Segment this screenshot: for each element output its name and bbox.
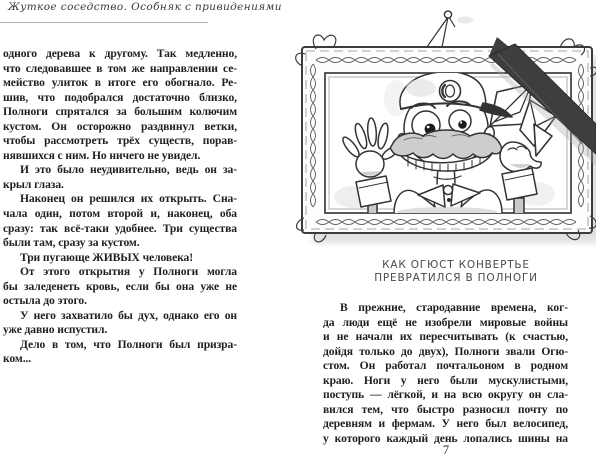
text-line: сразу: так всё-таки удобнее. Три существа <box>3 221 237 235</box>
text-line: нявшихся с ним. Но ничего не увидел. <box>3 148 201 162</box>
text-line: Дело в том, что Полноги был призра- <box>20 337 237 351</box>
illustration <box>284 4 596 256</box>
text-line: Полноги спрятался за большим колючим <box>3 105 237 119</box>
text-line: стом. Он работал почтальоном в родном <box>323 359 568 373</box>
text-line: кустом. Он осторожно раздвинул ветки, <box>3 119 237 133</box>
text-line: чала один, потом второй и, наконец, оба <box>3 207 237 221</box>
chapter-title <box>371 259 541 285</box>
text-line: чтобы рассмотреть трёх существ, порав- <box>3 134 237 148</box>
chapter-title-line: ПРЕВРАТИЛСЯ В ПОЛНОГИ <box>374 272 538 284</box>
page-number: 7 <box>442 443 450 457</box>
text-line: шив, что подобрался достаточно близко, <box>3 90 237 104</box>
text-line: И это было неудивительно, ведь он за- <box>20 163 237 177</box>
text-line: вился тем, что быстро разносил почту по <box>323 402 568 416</box>
text-line: поступь — лёгкой, и на всю округу он сла- <box>323 388 568 402</box>
text-line: От этого открытия у Полноги могла <box>20 265 237 279</box>
text-line: и не начали их пересчитывать (к счастью, <box>323 330 568 344</box>
text-line: краю. Ноги у него были мускулистыми, <box>323 373 568 387</box>
left-text-column <box>3 47 237 367</box>
text-line: бы заледенеть кровь, если бы она уже не <box>3 279 237 293</box>
running-head: Жуткое соседство. Особняк с привидениями <box>8 1 282 13</box>
running-head-rule <box>0 22 208 23</box>
text-line: уже давно испустил. <box>3 323 108 337</box>
text-line: В прежние, стародавние времена, ког- <box>340 301 568 314</box>
text-line: Три пугающе ЖИВЫХ человека! <box>20 250 193 264</box>
text-line: остыла до этого. <box>3 294 87 308</box>
chapter-title-line: КАК ОГЮСТ КОНВЕРТЬЕ <box>382 259 530 271</box>
text-line: Наконец он решился их открыть. Сна- <box>20 192 237 206</box>
right-text-column <box>323 301 568 446</box>
text-line: да люди ещё не изобрели мировые войны <box>323 315 568 329</box>
text-line: крыл глаза. <box>3 177 64 191</box>
text-line: у которого каждый день лопались шины на <box>323 431 568 445</box>
text-line: дойдя только до двух), Полноги звали Огю- <box>323 344 568 358</box>
text-line: что следовавшее в том же направлении се- <box>3 61 237 75</box>
text-line: мейство улиток в итоге его обогнало. Ре- <box>3 76 237 90</box>
text-line: У него захватило бы дух, однако его он <box>20 308 237 322</box>
mustache <box>391 130 502 159</box>
figure-framed-portrait <box>284 4 596 256</box>
text-line: были там, сразу за кустом. <box>3 236 140 250</box>
text-line: деревням и фермам. У него был велосипед, <box>323 417 568 431</box>
right-eye <box>449 110 471 132</box>
text-line: ком... <box>3 352 32 366</box>
text-line: одного дерева к другому. Так медленно, <box>3 47 237 60</box>
